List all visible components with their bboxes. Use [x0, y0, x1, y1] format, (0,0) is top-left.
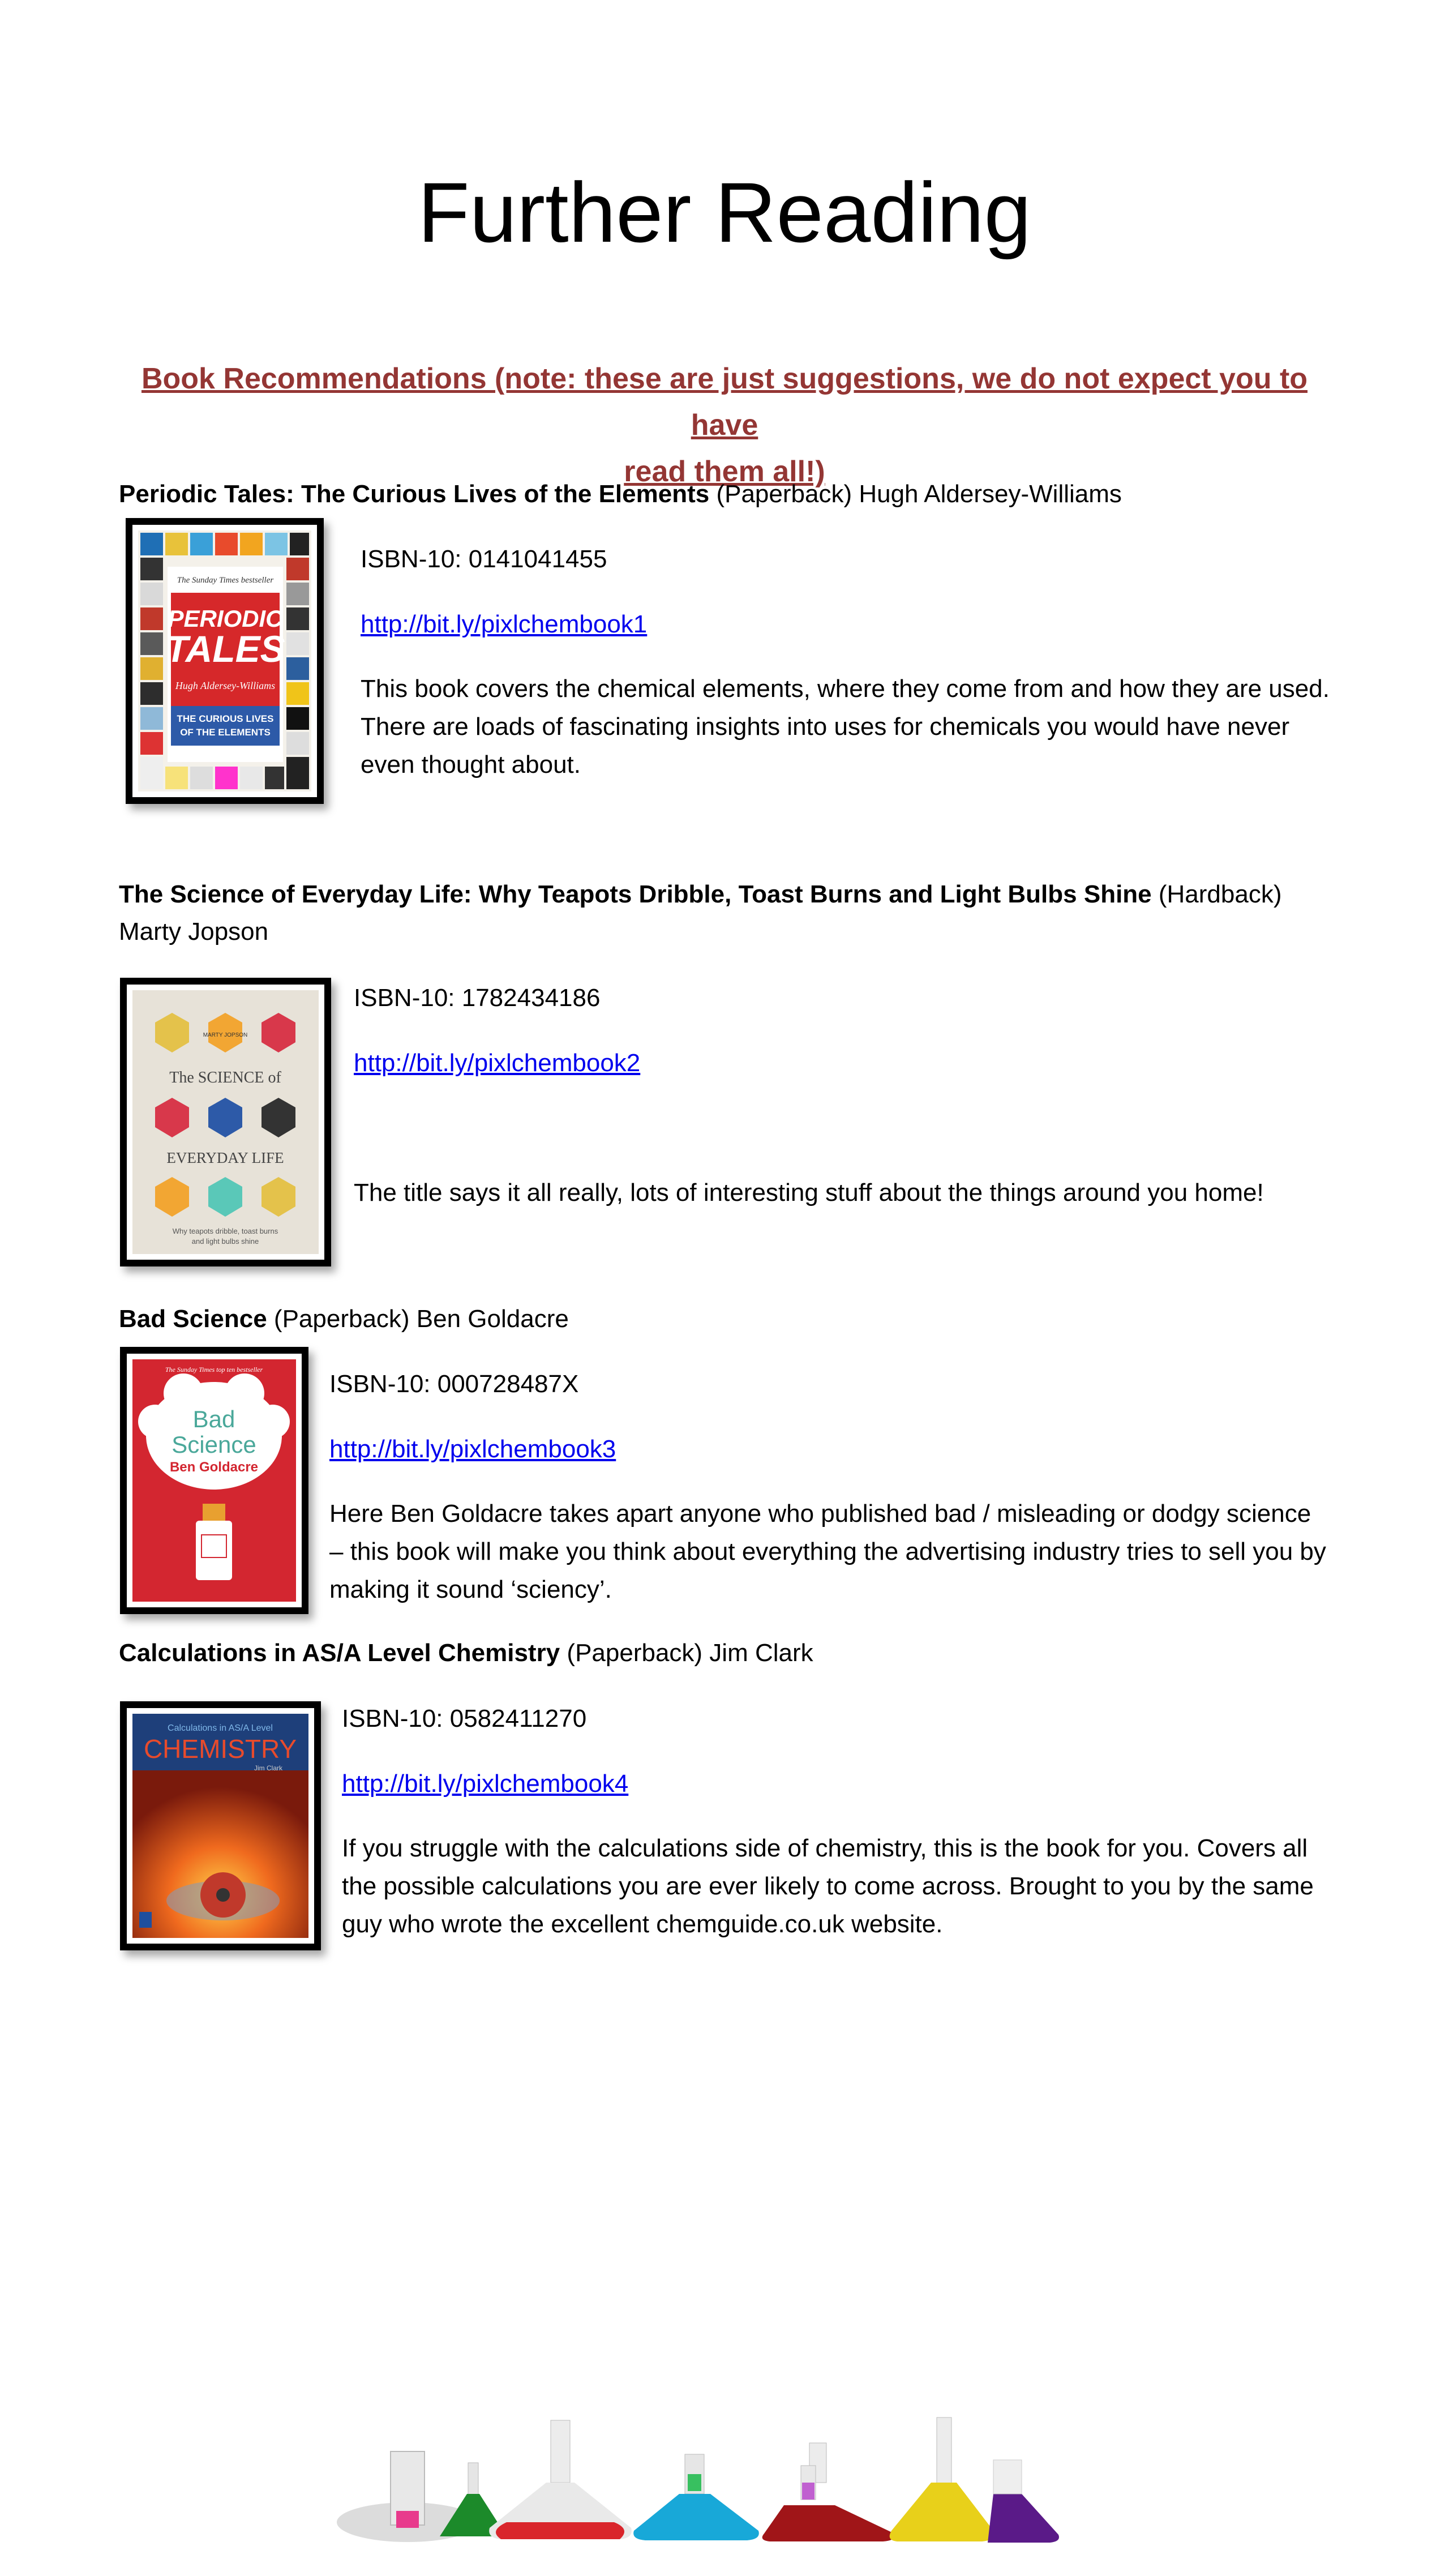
- book-2-cover-line1: The SCIENCE of: [169, 1069, 281, 1086]
- book-1-cover-line2: TALES: [165, 628, 285, 670]
- book-1-cover-banner: The Sunday Times bestseller: [177, 576, 274, 585]
- book-1-description: This book covers the chemical elements, where they come from and how they are used. There are loads of fascinating insights into uses for chemicals you would have never even thought about.: [361, 675, 1330, 778]
- book-3-cover-line2: Science: [172, 1431, 256, 1458]
- book-4-heading: [119, 1634, 1341, 1672]
- book-2-isbn: ISBN-10: 1782434186: [354, 984, 601, 1012]
- book-1-cover-line1: PERIODIC: [168, 605, 283, 632]
- book-3-cover-line1: Bad: [192, 1406, 235, 1432]
- book-2-cover-line2: EVERYDAY LIFE: [166, 1149, 284, 1166]
- book-4-cover-line1: Calculations in AS/A Level: [168, 1723, 273, 1733]
- book-2-link[interactable]: http://bit.ly/pixlchembook2: [354, 1049, 641, 1077]
- book-1-cover-sub2: OF THE ELEMENTS: [180, 727, 271, 738]
- book-2-cover: [120, 978, 331, 1266]
- book-1-heading: [119, 476, 1341, 513]
- subtitle-line-2: read them all!): [624, 455, 825, 488]
- book-2-heading: [119, 876, 1341, 951]
- book-2-cover-author: MARTY JOPSON: [203, 1032, 248, 1038]
- book-2-cover-sub2: and light bulbs shine: [191, 1237, 259, 1246]
- subtitle-line-1: Book Recommendations (note: these are just suggestions, we do not expect you to have: [141, 362, 1308, 442]
- book-1-format-author: (Paperback) Hugh Aldersey-Williams: [709, 480, 1122, 508]
- book-4-format-author: (Paperback) Jim Clark: [560, 1639, 813, 1667]
- book-1-title: Periodic Tales: The Curious Lives of the Elements: [119, 480, 710, 508]
- book-4-cover: [120, 1701, 321, 1950]
- book-3-cover: [120, 1347, 308, 1614]
- book-4-description: If you struggle with the calculations side of chemistry, this is the book for you. Covers all the possible calculations you are ever likely to come across. Brought to you by the same guy who wrote the excellent chemguide.co.uk website.: [342, 1834, 1314, 1938]
- book-1-link[interactable]: http://bit.ly/pixlchembook1: [361, 610, 648, 638]
- flasks-illustration: [337, 2409, 1061, 2545]
- book-2-description: The title says it all really, lots of interesting stuff about the things around you home!: [354, 1179, 1264, 1206]
- book-3-format-author: (Paperback) Ben Goldacre: [267, 1305, 569, 1333]
- book-2-title: The Science of Everyday Life: Why Teapots Dribble, Toast Burns and Light Bulbs Shine: [119, 880, 1152, 908]
- book-1-cover: [126, 518, 324, 804]
- book-4-cover-author: Jim Clark: [254, 1764, 282, 1772]
- book-4-link[interactable]: http://bit.ly/pixlchembook4: [342, 1770, 629, 1798]
- book-3-heading: [119, 1300, 1341, 1338]
- book-2-cover-sub1: Why teapots dribble, toast burns: [172, 1227, 278, 1235]
- book-1-isbn: ISBN-10: 0141041455: [361, 545, 607, 573]
- book-4-cover-line2: CHEMISTRY: [143, 1734, 297, 1764]
- book-3-title: Bad Science: [119, 1305, 267, 1333]
- page-title: Further Reading: [418, 165, 1031, 260]
- book-3-cover-author: Ben Goldacre: [169, 1460, 259, 1475]
- book-4-title: Calculations in AS/A Level Chemistry: [119, 1639, 560, 1667]
- book-3-isbn: ISBN-10: 000728487X: [329, 1370, 579, 1398]
- page-subtitle: [127, 356, 1322, 495]
- book-3-cover-banner: The Sunday Times top ten bestseller: [165, 1366, 263, 1373]
- book-1-cover-author: Hugh Aldersey-Williams: [175, 680, 276, 691]
- book-3-description: Here Ben Goldacre takes apart anyone who published bad / misleading or dodgy science – this book will make you think about everything the advertising industry tries to sell you by making it sound ‘sciency’.: [329, 1500, 1326, 1603]
- book-4-isbn: ISBN-10: 0582411270: [342, 1705, 587, 1732]
- book-2-format-author: (Hardback) Marty Jopson: [119, 880, 1282, 945]
- book-1-cover-sub1: THE CURIOUS LIVES: [177, 713, 274, 724]
- book-3-link[interactable]: http://bit.ly/pixlchembook3: [329, 1435, 616, 1463]
